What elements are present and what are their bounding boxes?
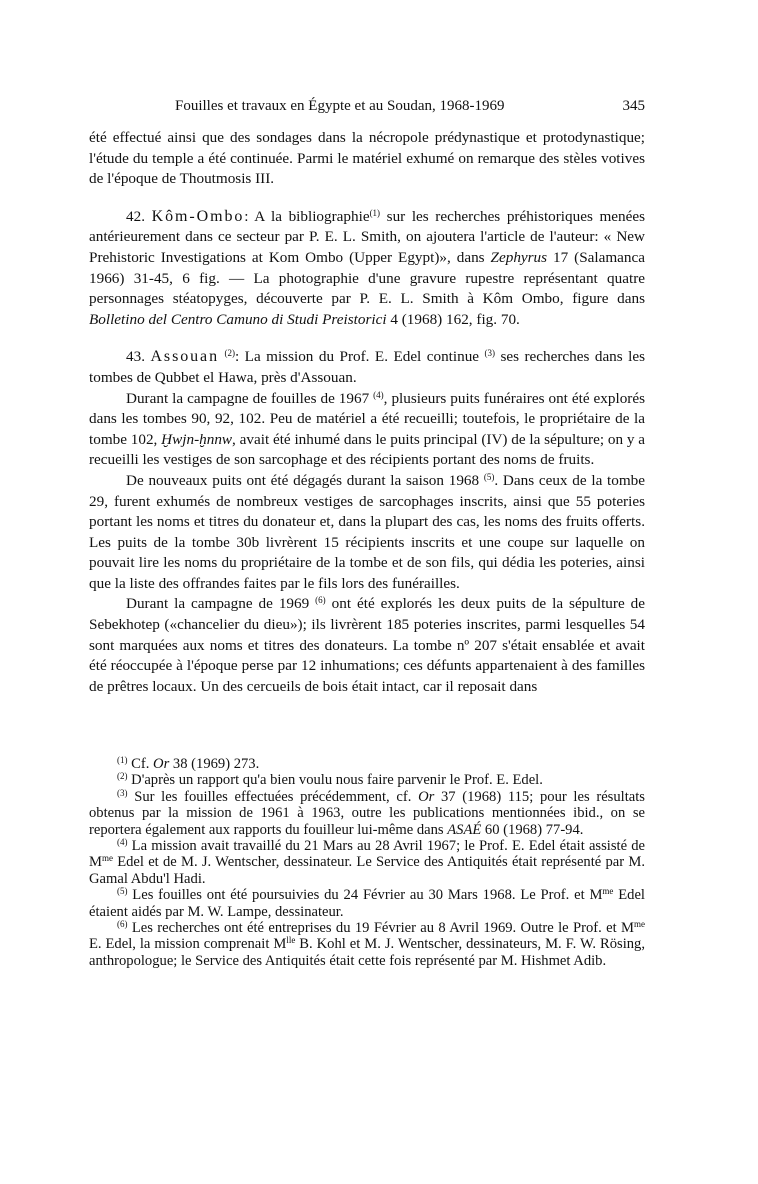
- title-abbrev: me: [602, 886, 614, 897]
- section-place-title: Kôm-Ombo: [151, 207, 245, 225]
- text-run: ont été explorés les deux puits de la sépulture de Sebekhotep («chancelier du dieu»); ils livrèrent 185 poteries inscrites, parmi lesquelles 54 sont marquées aux noms et titres des donateurs. La tombe nº 207 s'était ensablée et avait été réoccupée à l'époque perse par 12 inhumations; ces défunts appartenaient à des familles de prêtres locaux. Un des cercueils de bois était intact, car il reposait dans: [89, 595, 645, 695]
- journal-title: Zephyrus: [490, 248, 548, 266]
- footnote-3: [89, 789, 645, 838]
- text-run: B. Kohl et M. J. Wentscher, dessinateurs, M. F. W. Rösing, anthropologue; le Service des Antiquités était cette fois représenté par M. Hishmet Adib.: [89, 936, 645, 969]
- section-number: 43.: [126, 348, 145, 366]
- text-run: Cf.: [127, 756, 154, 772]
- text-run: . Dans ceux de la tombe 29, furent exhumés de nombreux vestiges de sarcophages inscrits, ainsi que 55 poteries portant les noms et titres du donateur et, dans la plupart des cas, les noms des fruits offerts. Les puits de la tombe 30b livrèrent 15 récipients inscrits et une coupe sur laquelle on pouvait lire les noms du propriétaire de la tombe et de son fils, qui dédia les poteries, ainsi que la liste des offrandes faites par le fils lors des funérailles.: [89, 471, 646, 592]
- campaign-1968-paragraph: [89, 471, 645, 595]
- journal-title: Bolletino del Centro Camuno di Studi Preistorici: [89, 310, 387, 328]
- footnote-mark: (2): [117, 771, 128, 782]
- text-run: 37 (1968) 115; pour les résultats obtenus par la mission de 1961 à 1963, outre les publications mentionnées ibid., on se reportera également aux rapports du fouilleur lui-même dans: [89, 788, 645, 838]
- footnote-5: [89, 887, 645, 920]
- main-text: [89, 128, 645, 697]
- text-run: 38 (1969) 273.: [169, 756, 260, 772]
- journal-title: ASAÉ: [447, 821, 482, 838]
- title-abbrev: lle: [286, 935, 296, 946]
- text-run: De nouveaux puits ont été dégagés durant la saison 1968: [126, 471, 480, 489]
- section-42-paragraph: [89, 207, 645, 331]
- text-run: 60 (1968) 77-94.: [481, 821, 584, 838]
- text-run: 17 (Salamanca 1966) 31-45, 6 fig. — La photographie d'une gravure rupestre représentant quatre personnages stéatopyges, découverte par P. E. L. Smith à Kôm Ombo, figure dans: [89, 248, 645, 308]
- page-number: 345: [622, 98, 645, 114]
- text-run: sur les recherches préhistoriques menées antérieurement dans ce secteur par P. E. L. Smith, on ajoutera l'article de l'auteur: « New Prehistoric Investigations at Kom Ombo (Upper Egypt)», dans: [89, 207, 646, 266]
- section-number: 42.: [126, 207, 145, 225]
- section-place-title: Assouan: [150, 348, 220, 366]
- text-run: ses recherches dans les tombes de Qubbet el Hawa, près d'Assouan.: [89, 348, 646, 386]
- footnote-ref[interactable]: (4): [373, 389, 384, 400]
- text-run: , plusieurs puits funéraires ont été explorés dans les tombes 90, 92, 102. Peu de matériel a été recueilli; toutefois, le propriétaire de la tombe 102,: [89, 389, 646, 448]
- text-run: D'après un rapport qu'a bien voulu nous faire parvenir le Prof. E. Edel.: [127, 772, 543, 789]
- footnote-mark: (3): [117, 787, 128, 798]
- campaign-1969-paragraph: [89, 594, 645, 697]
- footnote-ref[interactable]: (1): [369, 207, 381, 218]
- text-run: La mission avait travaillé du 21 Mars au 28 Avril 1967; le Prof. E. Edel était assisté de M: [89, 838, 645, 871]
- section-43-paragraph: [89, 347, 645, 388]
- footnote-mark: (4): [117, 837, 128, 848]
- title-abbrev: me: [101, 853, 113, 864]
- text-run: E. Edel, la mission comprenait M: [89, 936, 287, 953]
- footnote-ref[interactable]: (6): [315, 595, 326, 606]
- running-title: Fouilles et travaux en Égypte et au Soudan, 1968-1969: [175, 98, 505, 114]
- title-abbrev: me: [634, 919, 645, 930]
- text-run: Edel étaient aidés par M. W. Lampe, dessinateur.: [89, 887, 645, 920]
- footnote-mark: (1): [117, 755, 128, 765]
- text-run: Les recherches ont été entreprises du 19 Février au 8 Avril 1969. Outre le Prof. et M: [127, 920, 634, 937]
- footnote-4: [89, 838, 645, 887]
- text-run: Durant la campagne de 1969: [126, 595, 310, 613]
- footnotes: [89, 756, 645, 969]
- text-run: : A la bibliographie: [244, 207, 370, 225]
- text-run: : La mission du Prof. E. Edel continue: [234, 348, 480, 366]
- footnote-ref[interactable]: (2): [224, 348, 235, 359]
- footnote-ref[interactable]: (5): [483, 471, 495, 482]
- text-run: Edel et de M. J. Wentscher, dessinateur. Le Service des Antiquités était représenté par M. Gamal Abdu'l Hadi.: [89, 854, 645, 887]
- footnote-mark: (6): [117, 919, 128, 930]
- text-run: , avait été inhumé dans le puits principal (IV) de la sépulture; on y a recueilli les vestiges de son sarcophage et des récipients portant des noms de fruits.: [89, 430, 646, 469]
- text-run: Durant la campagne de fouilles de 1967: [126, 389, 370, 407]
- footnote-1: [89, 756, 645, 772]
- footnote-2: [89, 772, 645, 788]
- intro-paragraph: été effectué ainsi que des sondages dans la nécropole prédynastique et protodynastique; l'étude du temple a été continuée. Parmi le matériel exhumé on remarque des stèles votives de l'époque de Thoutmosis III.: [89, 129, 645, 188]
- running-header: [175, 97, 645, 115]
- text-run: Les fouilles ont été poursuivies du 24 Février au 30 Mars 1968. Le Prof. et M: [127, 887, 603, 904]
- footnote-6: [89, 920, 645, 969]
- journal-title: Or: [153, 756, 170, 772]
- text-run: Sur les fouilles effectuées précédemment, cf.: [127, 788, 419, 805]
- footnote-mark: (5): [117, 886, 128, 897]
- egyptian-name: Ḫwjn-ḫnnw: [161, 430, 233, 448]
- text-run: 4 (1968) 162, fig. 70.: [386, 310, 520, 328]
- footnote-ref[interactable]: (3): [484, 348, 495, 359]
- journal-title: Or: [418, 788, 435, 805]
- campaign-1967-paragraph: [89, 389, 645, 471]
